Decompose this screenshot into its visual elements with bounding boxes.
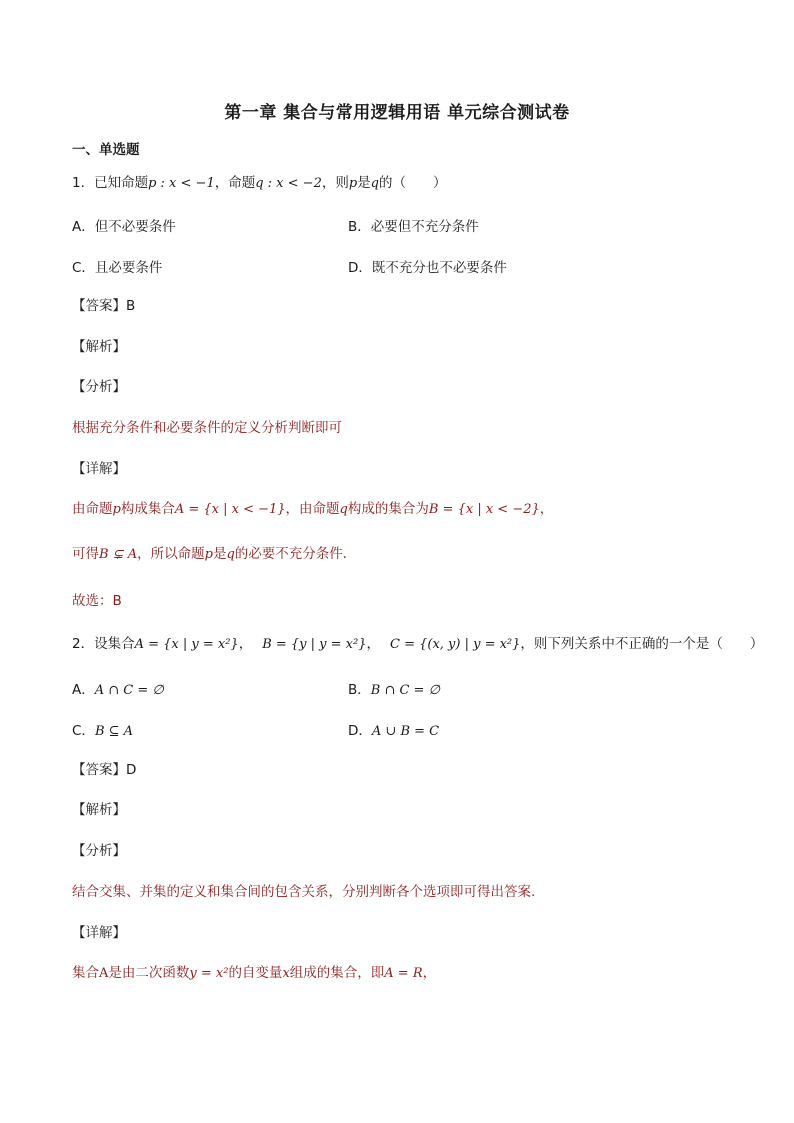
q1-option-a: A．但不必要条件: [72, 219, 176, 235]
q1-detail-text: 的必要不充分条件．: [234, 546, 357, 562]
q1-set-a: A = {x | x < −1}: [174, 502, 286, 517]
q2-detail-var: x: [282, 966, 290, 981]
q2-set-c: C = {(x, y) | y = x²}: [390, 637, 521, 652]
q2-detail-var: A: [99, 966, 109, 981]
q2-detail-line-1: [72, 963, 436, 984]
q1-stem-text: 的（ ）: [379, 175, 447, 191]
q1-detail-var: p: [204, 547, 213, 562]
q2-jiexi-label: 【解析】: [72, 802, 126, 818]
q1-stem-text: 1．已知命题: [72, 175, 149, 191]
q1-fenxi-text: 根据充分条件和必要条件的定义分析判断即可: [72, 420, 342, 436]
q1-var-q: q: [370, 176, 379, 191]
q2-option-expr: B ⊆ A: [94, 724, 134, 739]
q2-set-b: B = {y | y = x²}: [262, 637, 367, 652]
q2-xiangjie-label: 【详解】: [72, 925, 126, 941]
q1-detail-var: p: [112, 502, 121, 517]
q1-detail-text: 可得: [72, 546, 99, 562]
q1-detail-line-1: [72, 499, 553, 520]
q2-stem-text: ，: [366, 636, 380, 652]
q2-option-expr: B ∩ C = ∅: [370, 683, 440, 698]
q1-option-c: C．且必要条件: [72, 260, 163, 276]
q2-option-expr: A ∩ C = ∅: [94, 683, 164, 698]
q2-answer: 【答案】D: [72, 762, 137, 778]
q1-fenxi-label: 【分析】: [72, 379, 126, 395]
q2-option-c: [72, 719, 133, 739]
q2-option-label: A．: [72, 682, 95, 698]
q2-stem-text: ，: [238, 636, 253, 652]
page-title: 第一章 集合与常用逻辑用语 单元综合测试卷: [224, 103, 570, 123]
q1-detail-text: ，: [539, 501, 554, 517]
q1-set-b: B = {x | x < −2}: [428, 502, 540, 517]
q2-option-d: [348, 719, 439, 739]
q1-answer: 【答案】B: [72, 298, 136, 314]
q1-detail-text: ，由命题: [285, 501, 340, 517]
q1-detail-text: 是: [212, 546, 227, 562]
q2-set-a: A = {x | y = x²}: [134, 637, 239, 652]
q2-detail-text: 是由二次函数: [108, 965, 190, 981]
q2-function-expr: y = x²: [189, 966, 229, 981]
q1-detail-text: 由命题: [72, 501, 113, 517]
q2-detail-text: 组成的集合，即: [289, 965, 385, 981]
q2-option-label: B．: [348, 682, 371, 698]
q1-detail-text: ，所以命题: [137, 546, 205, 562]
q2-stem-text: ，则下列关系中不正确的一个是（ ）: [520, 636, 764, 652]
q1-detail-var: q: [226, 547, 235, 562]
question-2-stem: [72, 634, 763, 655]
q1-prop-q: q : x < −2: [255, 176, 322, 191]
q1-subset-relation: B ⊊ A: [99, 547, 138, 562]
q2-fenxi-text: 结合交集、并集的定义和集合间的包含关系，分别判断各个选项即可得出答案.: [72, 884, 536, 900]
question-1-stem: [72, 173, 447, 194]
q2-detail-text: 集合: [72, 965, 99, 981]
q2-option-label: C．: [72, 723, 95, 739]
q2-stem-text: 2．设集合: [72, 636, 135, 652]
q1-stem-text: 是: [357, 175, 371, 191]
q2-option-a: [72, 678, 164, 698]
q1-option-b: B．必要但不充分条件: [348, 219, 479, 235]
q2-set-equation: A = R: [384, 966, 423, 981]
q1-detail-line-2: [72, 544, 356, 565]
q1-stem-text: ，命题: [214, 175, 256, 191]
q1-stem-text: ，则: [321, 175, 349, 191]
q2-option-b: [348, 678, 440, 698]
q1-conclusion: 故选：B: [72, 593, 122, 609]
q2-fenxi-label: 【分析】: [72, 843, 126, 859]
q1-prop-p: p : x < −1: [148, 176, 215, 191]
q1-var-p: p: [348, 176, 358, 191]
q1-detail-text: 构成集合: [120, 501, 175, 517]
section-heading: 一、单选题: [72, 142, 140, 158]
q2-option-label: D．: [348, 723, 372, 739]
q1-detail-text: 构成的集合为: [347, 501, 429, 517]
q2-option-expr: A ∪ B = C: [371, 724, 440, 739]
q1-xiangjie-label: 【详解】: [72, 461, 126, 477]
q2-detail-text: ，: [422, 965, 437, 981]
q1-jiexi-label: 【解析】: [72, 339, 126, 355]
q1-detail-var: q: [339, 502, 348, 517]
q2-detail-text: 的自变量: [228, 965, 283, 981]
q1-option-d: D．既不充分也不必要条件: [348, 260, 507, 276]
